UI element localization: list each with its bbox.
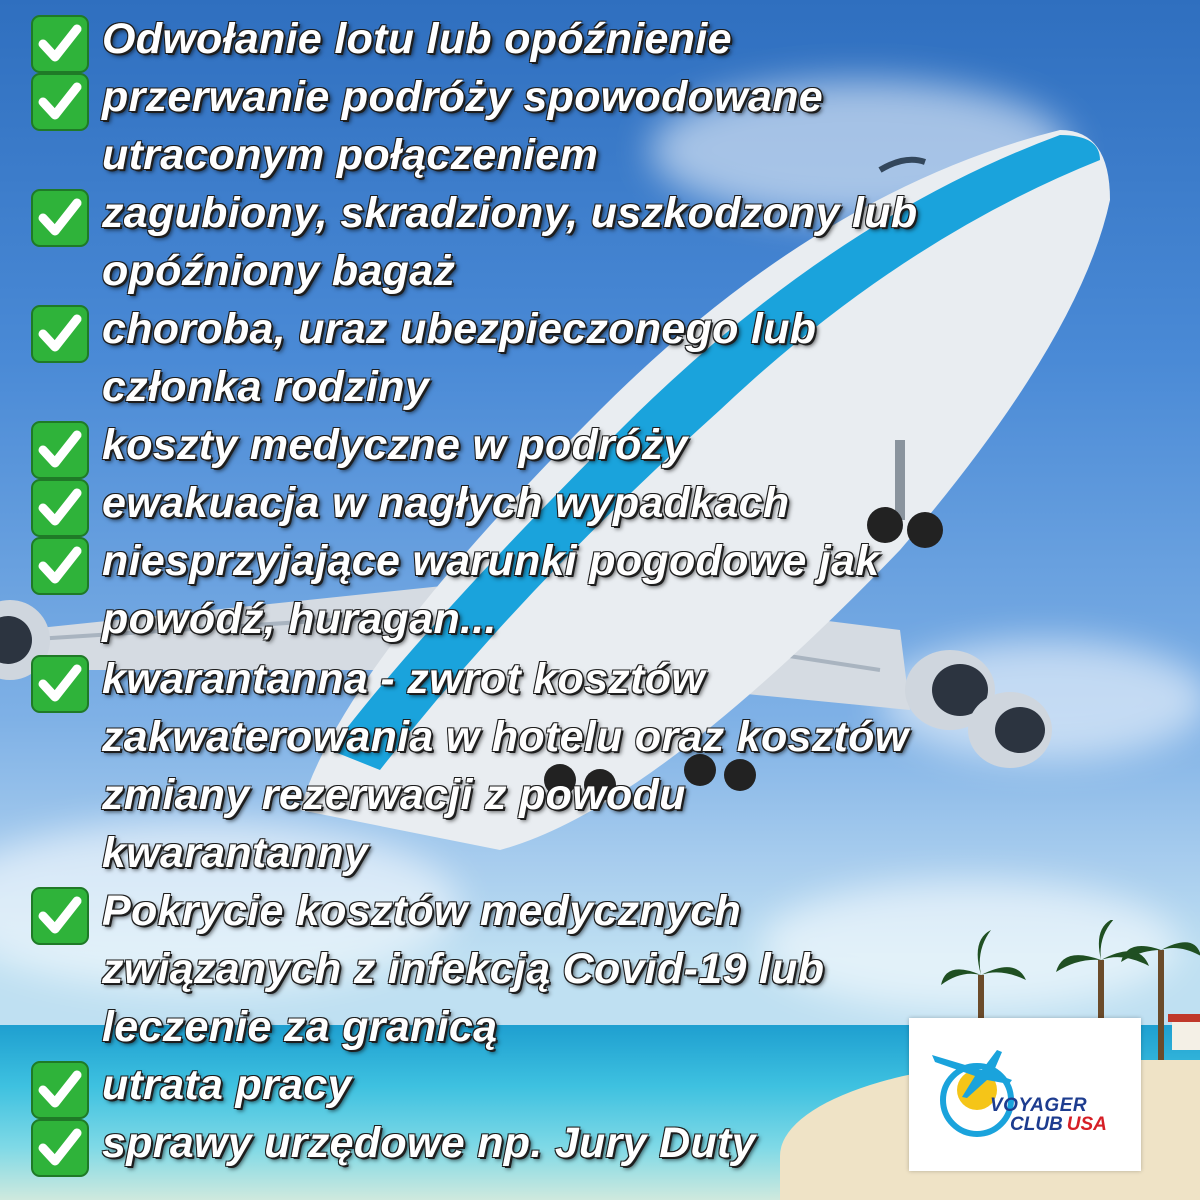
coverage-item-text: ewakuacja w nagłych wypadkach <box>102 479 790 527</box>
check-box-icon <box>30 304 90 364</box>
coverage-item <box>30 884 1030 1056</box>
coverage-item-text: kwarantanna - zwrot kosztów zakwaterowania w hotelu oraz kosztów zmiany rezerwacji z powodu kwarantanny <box>102 655 909 877</box>
check-box-icon <box>30 72 90 132</box>
coverage-item-text: Pokrycie kosztów medycznych związanych z infekcją Covid-19 lub leczenie za granicą <box>102 887 825 1051</box>
coverage-item <box>30 186 1030 300</box>
check-box-icon <box>30 536 90 596</box>
check-box-icon <box>30 1118 90 1178</box>
coverage-item-text: niesprzyjające warunki pogodowe jak powódź, huragan... <box>102 537 880 643</box>
coverage-item-text: koszty medyczne w podróży <box>102 421 688 469</box>
coverage-item <box>30 476 1030 538</box>
coverage-item <box>30 70 1030 184</box>
logo-usa: USA <box>1066 1114 1107 1135</box>
coverage-item-text: Odwołanie lotu lub opóźnienie <box>102 15 732 63</box>
check-box-icon <box>30 478 90 538</box>
coverage-item <box>30 652 1030 882</box>
coverage-item <box>30 1116 1030 1178</box>
check-box-icon <box>30 188 90 248</box>
coverage-item <box>30 418 1030 480</box>
coverage-item-text: przerwanie podróży spowodowane utraconym połączeniem <box>102 73 823 179</box>
coverage-item-text: zagubiony, skradziony, uszkodzony lub opóźniony bagaż <box>102 189 918 295</box>
check-box-icon <box>30 420 90 480</box>
check-box-icon <box>30 1060 90 1120</box>
check-box-icon <box>30 886 90 946</box>
coverage-item-text: sprawy urzędowe np. Jury Duty <box>102 1119 756 1167</box>
coverage-item-text: choroba, uraz ubezpieczonego lub członka rodziny <box>102 305 817 411</box>
check-box-icon <box>30 654 90 714</box>
coverage-item <box>30 12 1030 74</box>
coverage-item <box>30 302 1030 416</box>
logo-subtitle <box>1010 1114 1107 1136</box>
coverage-item <box>30 1058 1030 1120</box>
coverage-item <box>30 534 1030 648</box>
logo-title: VOYAGER <box>990 1095 1088 1116</box>
logo-club: CLUB <box>1010 1114 1063 1135</box>
logo-emblem <box>927 1040 1017 1140</box>
coverage-item-text: utrata pracy <box>102 1061 352 1109</box>
check-box-icon <box>30 14 90 74</box>
